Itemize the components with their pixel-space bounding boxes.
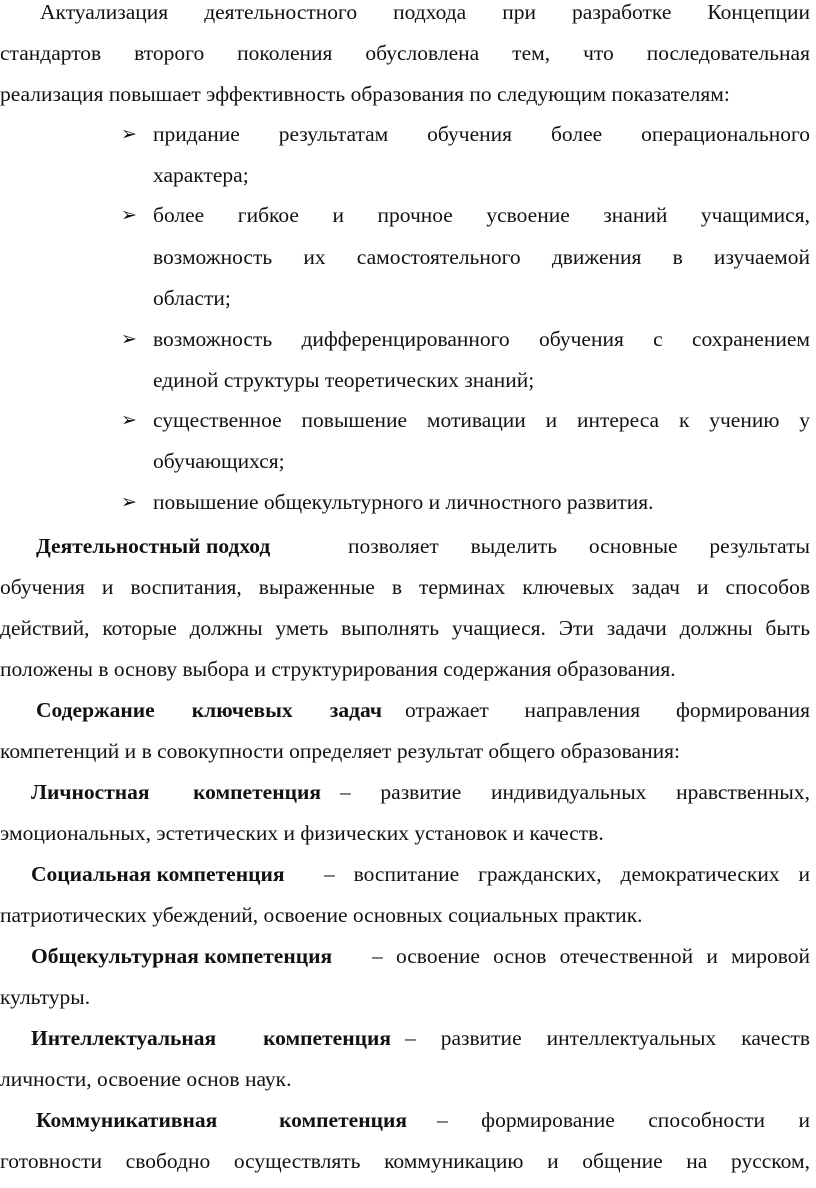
bullet-2-line-1: более гибкое и прочное усвоение знаний учащимися, (153, 203, 810, 227)
intro-line-1: Актуализация деятельностного подхода при разработке Концепции (40, 0, 810, 24)
personal-competence-line-2: эмоциональных, эстетических и физических установок и качеств. (0, 821, 604, 845)
bullet-5-line-1: повышение общекультурного и личностного развития. (153, 490, 654, 514)
social-competence-line-2: патриотических убеждений, освоение основных социальных практик. (0, 903, 643, 927)
key-tasks-line-1: отражает направления формирования (405, 698, 810, 722)
approach-line-1: позволяет выделить основные результаты (348, 534, 810, 558)
social-competence-term: Социальная компетенция (31, 862, 285, 886)
bullet-3-line-2: единой структуры теоретических знаний; (153, 368, 535, 392)
intellectual-competence-term: Интеллектуальная компетенция (31, 1026, 391, 1050)
approach-term: Деятельностный подход (36, 534, 271, 558)
arrowhead-bullet-icon: ➢ (121, 328, 137, 350)
bullet-1-line-2: характера; (153, 163, 249, 187)
arrowhead-bullet-icon: ➢ (121, 123, 137, 145)
intellectual-competence-line-1: – развитие интеллектуальных качеств (405, 1026, 810, 1050)
intellectual-competence-line-2: личности, освоение основ наук. (0, 1067, 292, 1091)
arrowhead-bullet-icon: ➢ (121, 409, 137, 431)
arrowhead-bullet-icon: ➢ (121, 491, 137, 513)
personal-competence-line-1: – развитие индивидуальных нравственных, (340, 780, 810, 804)
communicative-competence-line-1: – формирование способности и (437, 1108, 810, 1132)
approach-line-3: действий, которые должны уметь выполнять учащиеся. Эти задачи должны быть (0, 616, 810, 640)
bullet-3-line-1: возможность дифференцированного обучения с сохранением (153, 327, 810, 351)
arrowhead-bullet-icon: ➢ (121, 204, 137, 226)
approach-line-2: обучения и воспитания, выраженные в терминах ключевых задач и способов (0, 575, 810, 599)
bullet-4-line-1: существенное повышение мотивации и интереса к учению у (153, 408, 810, 432)
cultural-competence-line-1: – освоение основ отечественной и мировой (372, 944, 810, 968)
bullet-4-line-2: обучающихся; (153, 449, 285, 473)
social-competence-line-1: – воспитание гражданских, демократических и (324, 862, 810, 886)
bullet-1-line-1: придание результатам обучения более операционального (153, 122, 810, 146)
key-tasks-line-2: компетенций и в совокупности определяет результат общего образования: (0, 739, 680, 763)
bullet-2-line-2: возможность их самостоятельного движения в изучаемой (153, 245, 810, 269)
bullet-2-line-3: области; (153, 286, 231, 310)
communicative-competence-term: Коммуникативная компетенция (36, 1108, 407, 1132)
key-tasks-term: Содержание ключевых задач (36, 698, 382, 722)
personal-competence-term: Личностная компетенция (31, 780, 321, 804)
cultural-competence-line-2: культуры. (0, 985, 91, 1009)
intro-line-3: реализация повышает эффективность образования по следующим показателям: (0, 82, 730, 106)
intro-line-2: стандартов второго поколения обусловлена тем, что последовательная (0, 41, 810, 65)
approach-line-4: положены в основу выбора и структурирования содержания образования. (0, 657, 676, 681)
communicative-competence-line-2: готовности свободно осуществлять коммуникацию и общение на русском, (0, 1149, 810, 1173)
cultural-competence-term: Общекультурная компетенция (31, 944, 333, 968)
